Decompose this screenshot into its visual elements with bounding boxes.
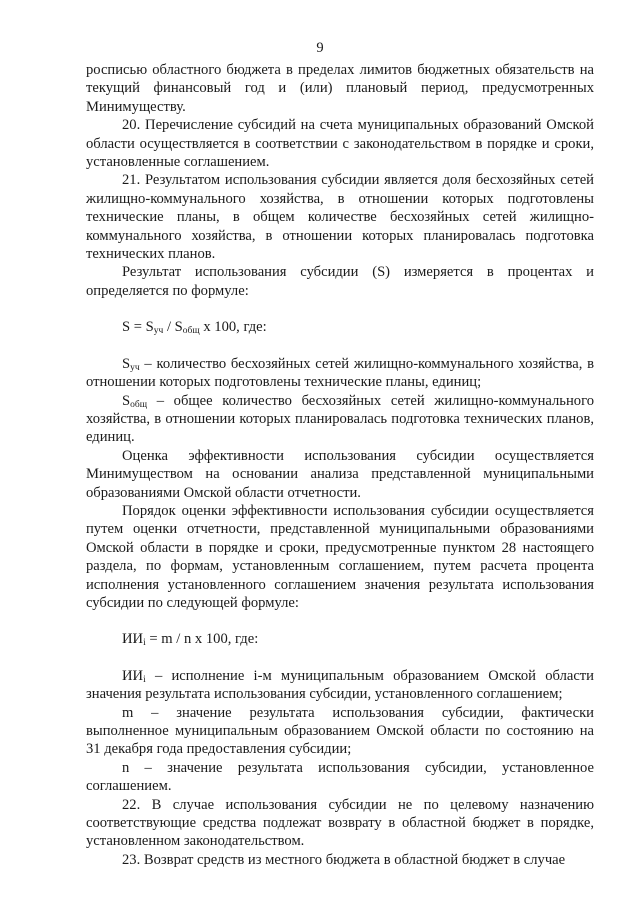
paragraph-22: 22. В случае использования субсидии не по целевому назначению соответствующие средства подлежат возврату в областной бюджет в порядке, установленном законодательством. bbox=[86, 796, 594, 850]
paragraph-20: 20. Перечисление субсидий на счета муниципальных образований Омской области осуществляется в соответствии с законодательством в порядке и сроки, установленные соглашением. bbox=[86, 117, 594, 171]
definition-s-obsh: $S_{общ}$ – общее количество бесхозяйных сетей жилищно-коммунального хозяйства, в отношении которых планировалась подготовка технических планов, единиц. bbox=[86, 392, 594, 446]
paragraph-continuation: росписью областного бюджета в пределах лимитов бюджетных обязательств на текущий финансовый год и (или) плановый период, предусмотренных Минимуществу. bbox=[86, 62, 594, 115]
definition-m: m – значение результата использования субсидии, фактически выполненное муниципальным образованием Омской области по состоянию на 31 декабря года предоставления субсидии; bbox=[86, 704, 594, 758]
definition-s-uch: $S_{уч}$ – количество бесхозяйных сетей жилищно-коммунального хозяйства, в отношении которых подготовлены технические планы, единиц; bbox=[86, 355, 594, 391]
page-number: 9 bbox=[316, 40, 324, 56]
paragraph-result-measure: Результат использования субсидии (S) измеряется в процентах и определяется по формуле: bbox=[86, 264, 594, 299]
paragraph-21: 21. Результатом использования субсидии является доля бесхозяйных сетей жилищно-коммунального хозяйства, в отношении которых подготовлены технические планы, в общем количестве бесхозяйных сетей жилищно-коммунального хозяйства, в отношении которых планировалась подготовка технических планов. bbox=[86, 172, 594, 263]
formula-ii: $ИИ_i = m / n$ x 100, где: bbox=[122, 631, 259, 649]
formula-s: $S = S_{уч} / S_{общ}$ x 100, где: bbox=[122, 319, 267, 337]
definition-n: n – значение результата использования субсидии, установленное соглашением. bbox=[86, 759, 594, 795]
paragraph-23: 23. Возврат средств из местного бюджета в областной бюджет в случае bbox=[122, 851, 566, 868]
document-body bbox=[86, 61, 594, 869]
paragraph-evaluation-order: Порядок оценки эффективности использования субсидии осуществляется путем оценки отчетности, представленной муниципальными образованиями Омской области в порядке и сроки, предусмотренные пунктом 28 настоящего раздела, по формам, установленным соглашением, путем расчета процента исполнения установленного соглашением значения результата использования субсидии по следующей формуле: bbox=[86, 502, 594, 611]
definition-ii: $ИИ_i$ – исполнение i-м муниципальным образованием Омской области значения результата использования субсидии, установленного соглашением; bbox=[86, 667, 594, 703]
paragraph-evaluation: Оценка эффективности использования субсидии осуществляется Минимуществом на основании анализа представленной муниципальными образованиями Омской области отчетности. bbox=[86, 447, 594, 501]
